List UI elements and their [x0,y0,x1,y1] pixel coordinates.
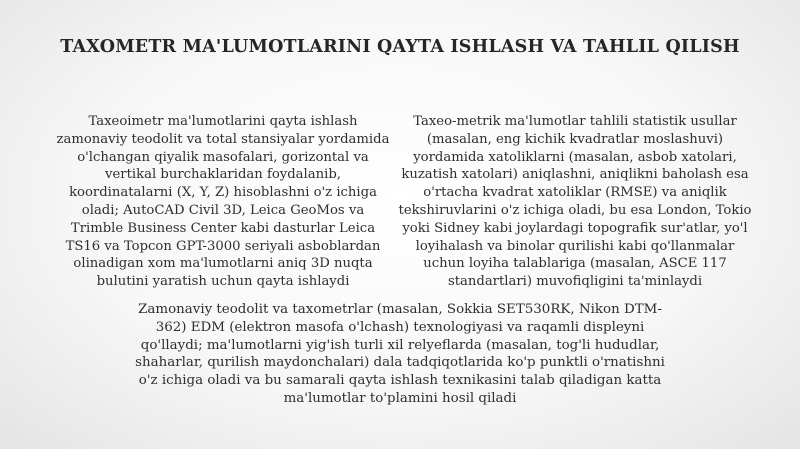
slide-title: TAXOMETR MA'LUMOTLARINI QAYTA ISHLASH VA TAHLIL QILISH [60,37,740,57]
left-paragraph: Taxeoimetr ma'lumotlarini qayta ishlash zamonaviy teodolit va total stansiyalar yordamida o'lchangan qiyalik masofalari, gorizontal va vertikal burchaklaridan foydalanib, koordinatalarni (X, Y, Z) hisoblashni o'z ichiga oladi; AutoCAD Civil 3D, Leica GeoMos va Trimble Business Center kabi dasturlar Leica TS16 va Topcon GPT-3000 seriyali asboblardan olinadigan xom ma'lumotlarni aniq 3D nuqta bulutini yaratish uchun qayta ishlaydi [56,114,390,290]
bottom-paragraph: Zamonaviy teodolit va taxometrlar (masalan, Sokkia SET530RK, Nikon DTM-362) EDM (elektron masofa o'lchash) texnologiyasi va raqamli displeyni qo'llaydi; ma'lumotlarni yig'ish turli xil relyeflarda (masalan, tog'li hududlar, shaharlar, qurilish maydonchalari) dala tadqiqotlarida ko'p punktli o'rnatishni o'z ichiga oladi va bu samarali qayta ishlash texnikasini talab qiladigan katta ma'lumotlar to'plamini hosil qiladi [135,302,665,406]
right-paragraph: Taxeo-metrik ma'lumotlar tahlili statistik usullar (masalan, eng kichik kvadratlar moslashuvi) yordamida xatoliklarni (masalan, asbob xatolari, kuzatish xatolari) aniqlashni, aniqlikni baholash esa o'rtacha kvadrat xatoliklar (RMSE) va aniqlik tekshiruvlarini o'z ichiga oladi, bu esa London, Tokio yoki Sidney kabi joylardagi topografik sur'atlar, yo'l loyihalash va binolar qurilishi kabi qo'llanmalar uchun loyiha talablariga (masalan, ASCE 117 standartlari) muvofiqligini ta'minlaydi [398,114,752,290]
